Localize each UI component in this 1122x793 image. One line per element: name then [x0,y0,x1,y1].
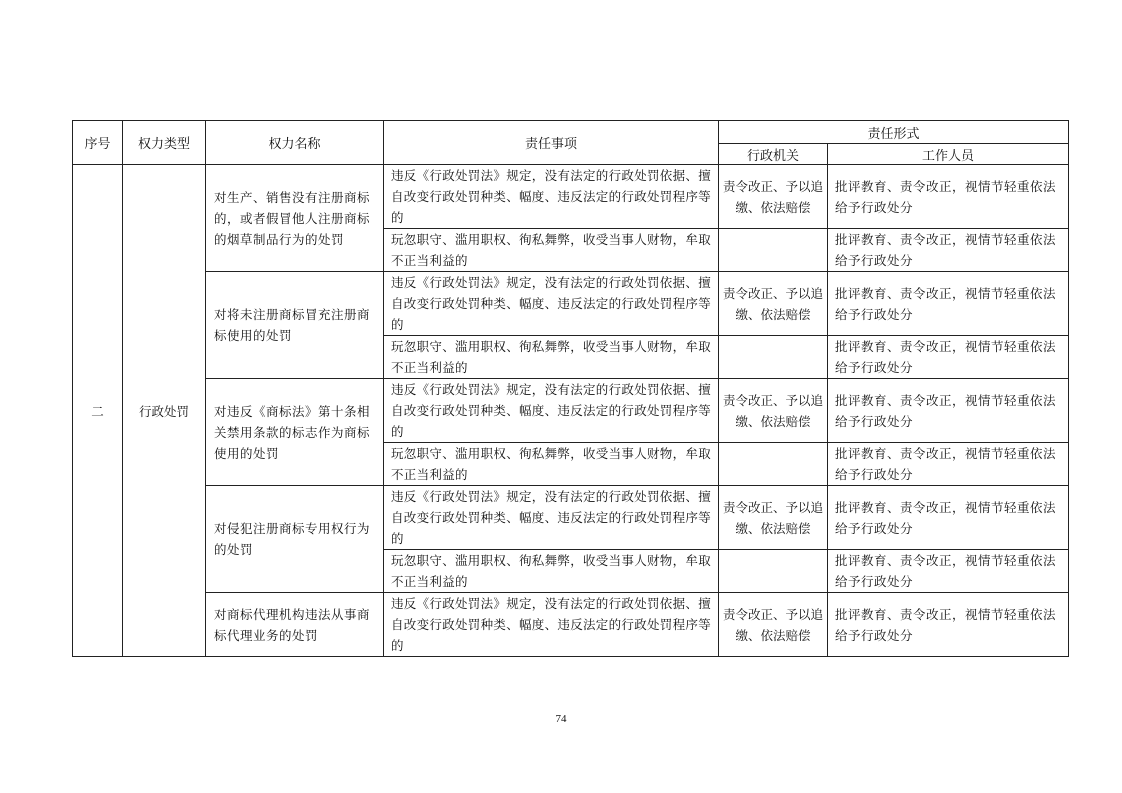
staff-cell: 批评教育、责令改正，视情节轻重依法给予行政处分 [828,593,1069,657]
table-row [73,593,1069,657]
agency-cell: 责令改正、予以追缴、依法赔偿 [719,593,828,657]
matter-cell: 违反《行政处罚法》规定，没有法定的行政处罚依据、擅自改变行政处罚种类、幅度、违反法定的行政处罚程序等的 [384,486,719,550]
power-name-cell: 对将未注册商标冒充注册商标使用的处罚 [206,272,384,379]
power-name-cell: 对商标代理机构违法从事商标代理业务的处罚 [206,593,384,657]
responsibility-table [72,120,1069,657]
staff-cell: 批评教育、责令改正，视情节轻重依法给予行政处分 [828,443,1069,486]
group-seq-cell: 二 [73,165,123,657]
power-name-cell: 对违反《商标法》第十条相关禁用条款的标志作为商标使用的处罚 [206,379,384,486]
matter-cell: 玩忽职守、滥用职权、徇私舞弊，收受当事人财物，牟取不正当利益的 [384,336,719,379]
page-number: 74 [555,713,567,725]
group-type-cell: 行政处罚 [123,165,206,657]
table-row [73,379,1069,443]
staff-cell: 批评教育、责令改正，视情节轻重依法给予行政处分 [828,272,1069,336]
matter-cell: 违反《行政处罚法》规定，没有法定的行政处罚依据、擅自改变行政处罚种类、幅度、违反法定的行政处罚程序等的 [384,593,719,657]
agency-cell: 责令改正、予以追缴、依法赔偿 [719,486,828,550]
staff-cell: 批评教育、责令改正，视情节轻重依法给予行政处分 [828,336,1069,379]
matter-cell: 玩忽职守、滥用职权、徇私舞弊，收受当事人财物，牟取不正当利益的 [384,550,719,593]
header-seq: 序号 [73,121,123,165]
staff-cell: 批评教育、责令改正，视情节轻重依法给予行政处分 [828,165,1069,229]
staff-cell: 批评教育、责令改正，视情节轻重依法给予行政处分 [828,486,1069,550]
table-row [73,272,1069,336]
header-responsibility-form: 责任形式 [719,121,1069,144]
matter-cell: 违反《行政处罚法》规定，没有法定的行政处罚依据、擅自改变行政处罚种类、幅度、违反法定的行政处罚程序等的 [384,379,719,443]
header-power-type: 权力类型 [123,121,206,165]
header-staff: 工作人员 [828,144,1069,165]
table-row [73,165,1069,229]
matter-cell: 违反《行政处罚法》规定，没有法定的行政处罚依据、擅自改变行政处罚种类、幅度、违反法定的行政处罚程序等的 [384,165,719,229]
table-row [73,486,1069,550]
agency-cell-empty [719,229,828,272]
power-name-cell: 对侵犯注册商标专用权行为的处罚 [206,486,384,593]
agency-cell-empty [719,336,828,379]
staff-cell: 批评教育、责令改正，视情节轻重依法给予行政处分 [828,229,1069,272]
agency-cell: 责令改正、予以追缴、依法赔偿 [719,272,828,336]
agency-cell: 责令改正、予以追缴、依法赔偿 [719,165,828,229]
header-power-name: 权力名称 [206,121,384,165]
header-agency: 行政机关 [719,144,828,165]
power-name-cell: 对生产、销售没有注册商标的，或者假冒他人注册商标的烟草制品行为的处罚 [206,165,384,272]
agency-cell-empty [719,550,828,593]
header-responsibility-matters: 责任事项 [384,121,719,165]
matter-cell: 玩忽职守、滥用职权、徇私舞弊，收受当事人财物，牟取不正当利益的 [384,443,719,486]
matter-cell: 玩忽职守、滥用职权、徇私舞弊，收受当事人财物，牟取不正当利益的 [384,229,719,272]
staff-cell: 批评教育、责令改正，视情节轻重依法给予行政处分 [828,550,1069,593]
agency-cell: 责令改正、予以追缴、依法赔偿 [719,379,828,443]
staff-cell: 批评教育、责令改正，视情节轻重依法给予行政处分 [828,379,1069,443]
matter-cell: 违反《行政处罚法》规定，没有法定的行政处罚依据、擅自改变行政处罚种类、幅度、违反法定的行政处罚程序等的 [384,272,719,336]
agency-cell-empty [719,443,828,486]
